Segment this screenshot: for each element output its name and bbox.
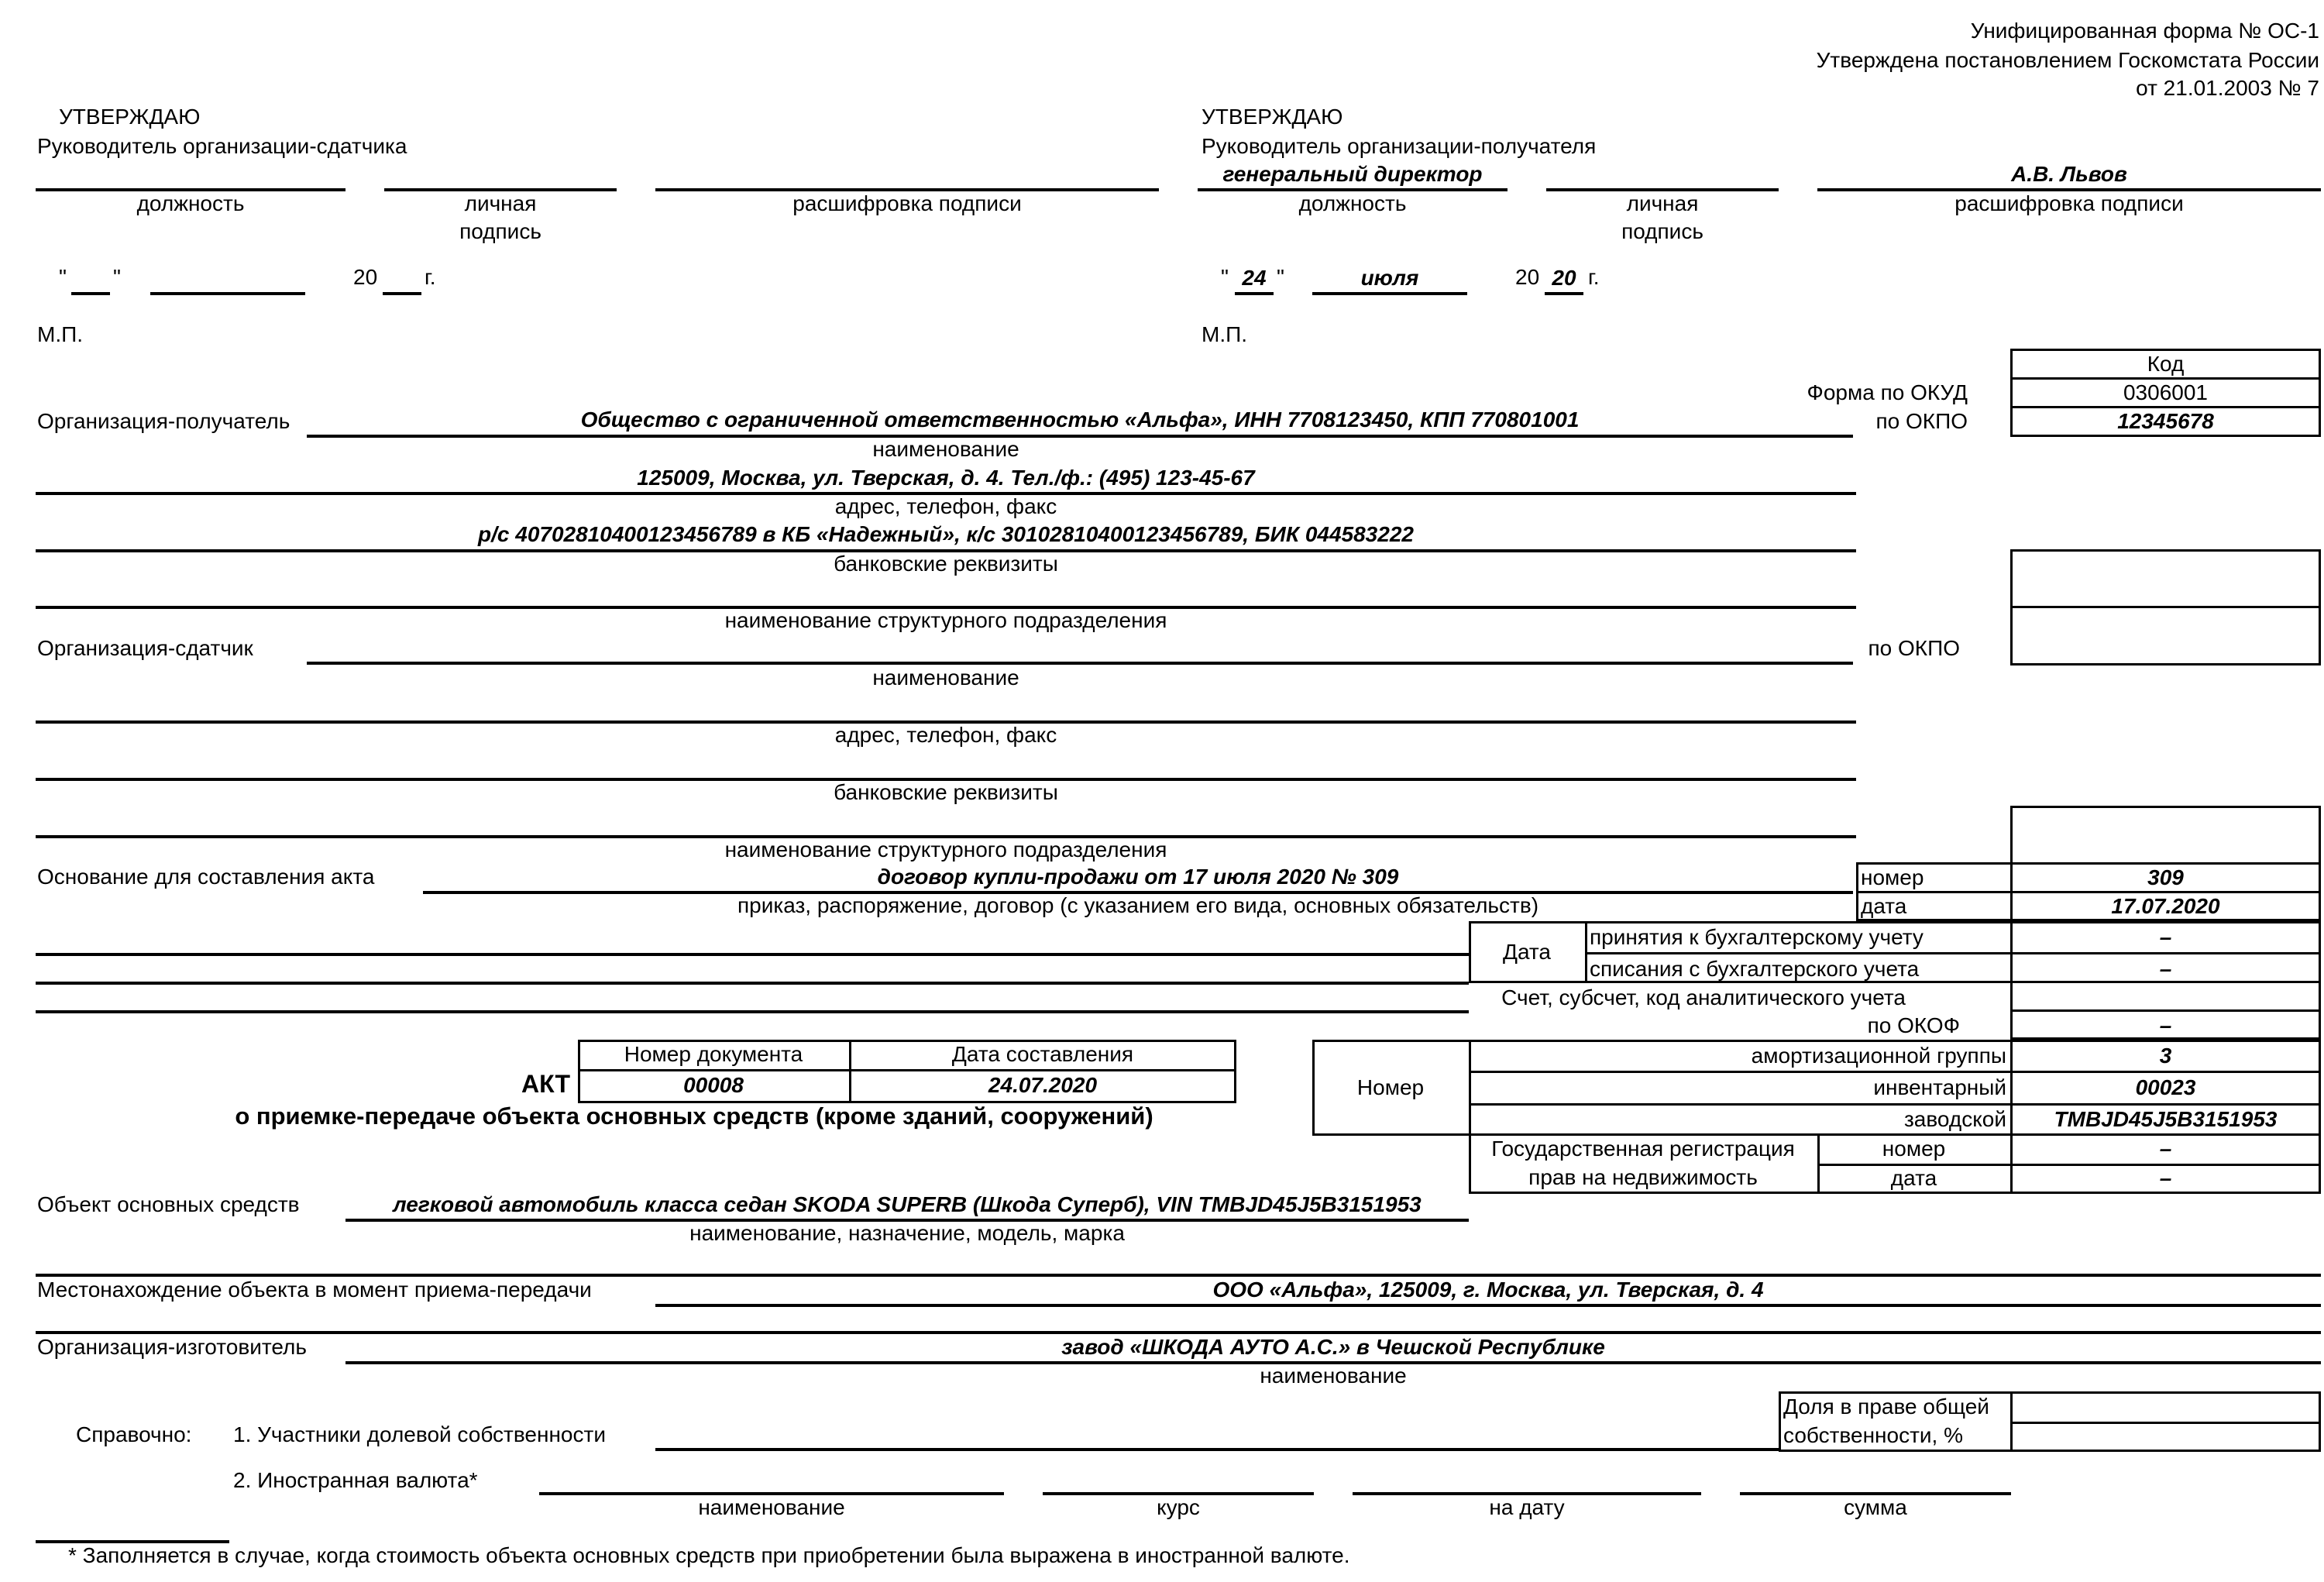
basis-codes-divider [1856, 891, 2321, 893]
form-header-line3: от 21.01.2003 № 7 [2136, 76, 2319, 100]
inv-label: инвентарный [1873, 1075, 2006, 1099]
footnote: * Заполняется в случае, когда стоимость объекта основных средств при приобретении была выражена в иностранной валюте. [68, 1543, 1350, 1567]
receiver-name-caption: наименование [872, 437, 1019, 461]
approve-right-quote-open: " [1221, 265, 1229, 289]
act-title: о приемке-передаче объекта основных средств (кроме зданий, сооружений) [235, 1102, 1153, 1130]
approve-right-year: 20 [1552, 266, 1576, 290]
object-label: Объект основных средств [37, 1192, 300, 1216]
reference-item1-line[interactable] [655, 1448, 1779, 1451]
approve-left-signature-caption-2: подпись [459, 219, 541, 243]
approve-right-year-suffix: г. [1588, 265, 1600, 289]
amort-label: амортизационной группы [1751, 1044, 2006, 1068]
basis-label: Основание для составления акта [37, 865, 375, 889]
separator-line [36, 1331, 2321, 1334]
act-doc-date-header: Дата составления [951, 1042, 1134, 1066]
approve-right-position-caption: должность [1298, 191, 1407, 215]
approve-right-day-line[interactable] [1235, 292, 1274, 295]
amort-value: 3 [2159, 1044, 2172, 1068]
okpo-value: 12345678 [2117, 409, 2214, 433]
accounting-divider [1585, 952, 2321, 954]
codes-box-3 [2010, 806, 2321, 865]
location-value: ООО «Альфа», 125009, г. Москва, ул. Тверская, д. 4 [1212, 1278, 1764, 1302]
approve-left-quote-open: " [59, 265, 67, 289]
approve-right-title: УТВЕРЖДАЮ [1202, 105, 1343, 129]
codes-divider [2010, 406, 2321, 408]
approve-right-day: 24 [1242, 266, 1267, 290]
reference-item2: 2. Иностранная валюта* [233, 1468, 478, 1492]
receiver-bank-caption: банковские реквизиты [834, 552, 1058, 576]
factory-label: заводской [1903, 1107, 2006, 1131]
location-label: Местонахождение объекта в момент приема-передачи [37, 1278, 592, 1302]
sender-name-caption: наименование [872, 665, 1019, 690]
manufacturer-caption: наименование [1260, 1364, 1407, 1388]
okpo2-label: по ОКПО [1868, 636, 1960, 660]
receiver-label: Организация-получатель [37, 409, 290, 433]
codes-divider [2010, 606, 2321, 608]
sender-label: Организация-сдатчик [37, 636, 253, 660]
approve-left-title: УТВЕРЖДАЮ [59, 105, 201, 129]
manufacturer-value: завод «ШКОДА АУТО А.С.» в Чешской Республике [1061, 1335, 1605, 1359]
approve-left-position-caption: должность [136, 191, 245, 215]
accounting-writeoff-value: – [2159, 957, 2172, 981]
registration-label-2: прав на недвижимость [1528, 1165, 1758, 1189]
approve-left-year-suffix: г. [425, 265, 436, 289]
approve-right-decoding-caption: расшифровка подписи [1954, 191, 2184, 215]
approve-right-position-value: генеральный директор [1222, 162, 1483, 186]
account-codes-divider [2010, 1009, 2321, 1012]
basis-caption: приказ, распоряжение, договор (с указанием его вида, основных обязательств) [737, 893, 1539, 917]
receiver-bank: р/с 40702810400123456789 в КБ «Надежный», к/с 30102810400123456789, БИК 044583222 [478, 522, 1414, 546]
okof-value: – [2159, 1013, 2172, 1037]
approve-right-decoding-value: А.В. Львов [2011, 162, 2127, 186]
sender-division-caption: наименование структурного подразделения [724, 837, 1167, 862]
blank-line[interactable] [36, 953, 1469, 956]
approve-left-year-line[interactable] [383, 292, 421, 295]
location-line[interactable] [655, 1304, 2321, 1307]
accounting-date-label: Дата [1502, 940, 1551, 964]
approve-left-decoding-caption: расшифровка подписи [792, 191, 1022, 215]
act-doc-date: 24.07.2020 [988, 1073, 1098, 1097]
numbers-divider [1469, 1040, 1471, 1136]
share-label-2: собственности, % [1783, 1423, 1963, 1447]
approve-right-subtitle: Руководитель организации-получателя [1202, 134, 1597, 158]
sender-address-caption: адрес, телефон, факс [834, 723, 1057, 747]
okpo-label: по ОКПО [1875, 409, 1968, 433]
act-label: АКТ [521, 1070, 570, 1098]
okud-label: Форма по ОКУД [1807, 380, 1968, 404]
approve-left-month-line[interactable] [150, 292, 305, 295]
approve-left-subtitle: Руководитель организации-сдатчика [37, 134, 407, 158]
basis-date-value: 17.07.2020 [2111, 894, 2220, 918]
separator-line [36, 1274, 2321, 1277]
approve-right-quote-close: " [1277, 265, 1284, 289]
approve-right-signature-caption-1: личная [1626, 191, 1699, 215]
receiver-division-caption: наименование структурного подразделения [724, 608, 1167, 632]
share-divider [2010, 1422, 2321, 1424]
numbers-divider [1469, 1103, 2321, 1106]
currency-date-caption: на дату [1489, 1495, 1565, 1519]
act-doc-number-header: Номер документа [624, 1042, 803, 1066]
act-doc-divider [578, 1069, 1236, 1071]
okud-value: 0306001 [2123, 380, 2208, 404]
registration-date-value: – [2159, 1166, 2172, 1190]
approve-right-year-line[interactable] [1545, 292, 1583, 295]
okof-label: по ОКОФ [1867, 1013, 1960, 1037]
registration-number-value: – [2159, 1137, 2172, 1161]
manufacturer-label: Организация-изготовитель [37, 1335, 307, 1359]
codes-header: Код [2147, 352, 2185, 376]
receiver-address-caption: адрес, телефон, факс [834, 494, 1057, 518]
share-label-1: Доля в праве общей [1783, 1395, 1989, 1419]
sender-bank-caption: банковские реквизиты [834, 780, 1058, 804]
approve-left-mp: М.П. [37, 322, 84, 346]
receiver-address: 125009, Москва, ул. Тверская, д. 4. Тел./ф.: (495) 123-45-67 [637, 466, 1255, 490]
accounting-writeoff-label: списания с бухгалтерского учета [1590, 957, 1920, 981]
basis-number-value: 309 [2147, 865, 2184, 889]
codes-divider [2010, 377, 2321, 380]
accounting-accept-label: принятия к бухгалтерскому учету [1590, 925, 1923, 949]
approve-left-year-prefix: 20 [353, 265, 378, 289]
blank-line[interactable] [36, 1010, 1469, 1013]
currency-sum-caption: сумма [1844, 1495, 1907, 1519]
receiver-name: Общество с ограниченной ответственностью «Альфа», ИНН 7708123450, КПП 770801001 [580, 408, 1580, 432]
object-caption: наименование, назначение, модель, марка [689, 1221, 1125, 1245]
approve-right-mp: М.П. [1202, 322, 1248, 346]
numbers-label: Номер [1356, 1075, 1425, 1099]
approve-right-month-line[interactable] [1312, 292, 1467, 295]
registration-label-1: Государственная регистрация [1491, 1137, 1795, 1161]
numbers-divider [1469, 1071, 2321, 1073]
object-value: легковой автомобиль класса седан SKODA SUPERB (Шкода Суперб), VIN TMBJD45J5B3151953 [393, 1192, 1422, 1216]
approve-left-quote-close: " [113, 265, 121, 289]
approve-right-year-prefix: 20 [1515, 265, 1540, 289]
approve-left-day-line[interactable] [71, 292, 110, 295]
basis-number-label: номер [1861, 865, 1924, 889]
basis-date-label: дата [1861, 894, 1907, 918]
act-doc-number: 00008 [683, 1073, 744, 1097]
registration-number-label: номер [1882, 1137, 1946, 1161]
inv-value: 00023 [2135, 1075, 2196, 1099]
reference-item1: 1. Участники долевой собственности [233, 1422, 606, 1446]
reference-label: Справочно: [76, 1422, 192, 1446]
receiver-name-line[interactable] [307, 435, 1853, 438]
basis-value: договор купли-продажи от 17 июля 2020 № 309 [877, 865, 1399, 889]
approve-right-month: июля [1360, 266, 1419, 290]
account-label: Счет, субсчет, код аналитического учета [1501, 985, 1906, 1009]
registration-date-label: дата [1890, 1166, 1937, 1190]
form-header-line1: Унифицированная форма № ОС-1 [1970, 19, 2319, 43]
blank-line[interactable] [36, 982, 1469, 985]
approve-left-signature-caption-1: личная [464, 191, 537, 215]
form-header-line2: Утверждена постановлением Госкомстата России [1816, 48, 2319, 72]
factory-value: TMBJD45J5B3151953 [2054, 1107, 2278, 1131]
sender-name-line[interactable] [307, 662, 1853, 665]
currency-name-caption: наименование [698, 1495, 845, 1519]
currency-rate-caption: курс [1157, 1495, 1200, 1519]
approve-right-signature-caption-2: подпись [1621, 219, 1703, 243]
accounting-accept-value: – [2159, 925, 2172, 949]
